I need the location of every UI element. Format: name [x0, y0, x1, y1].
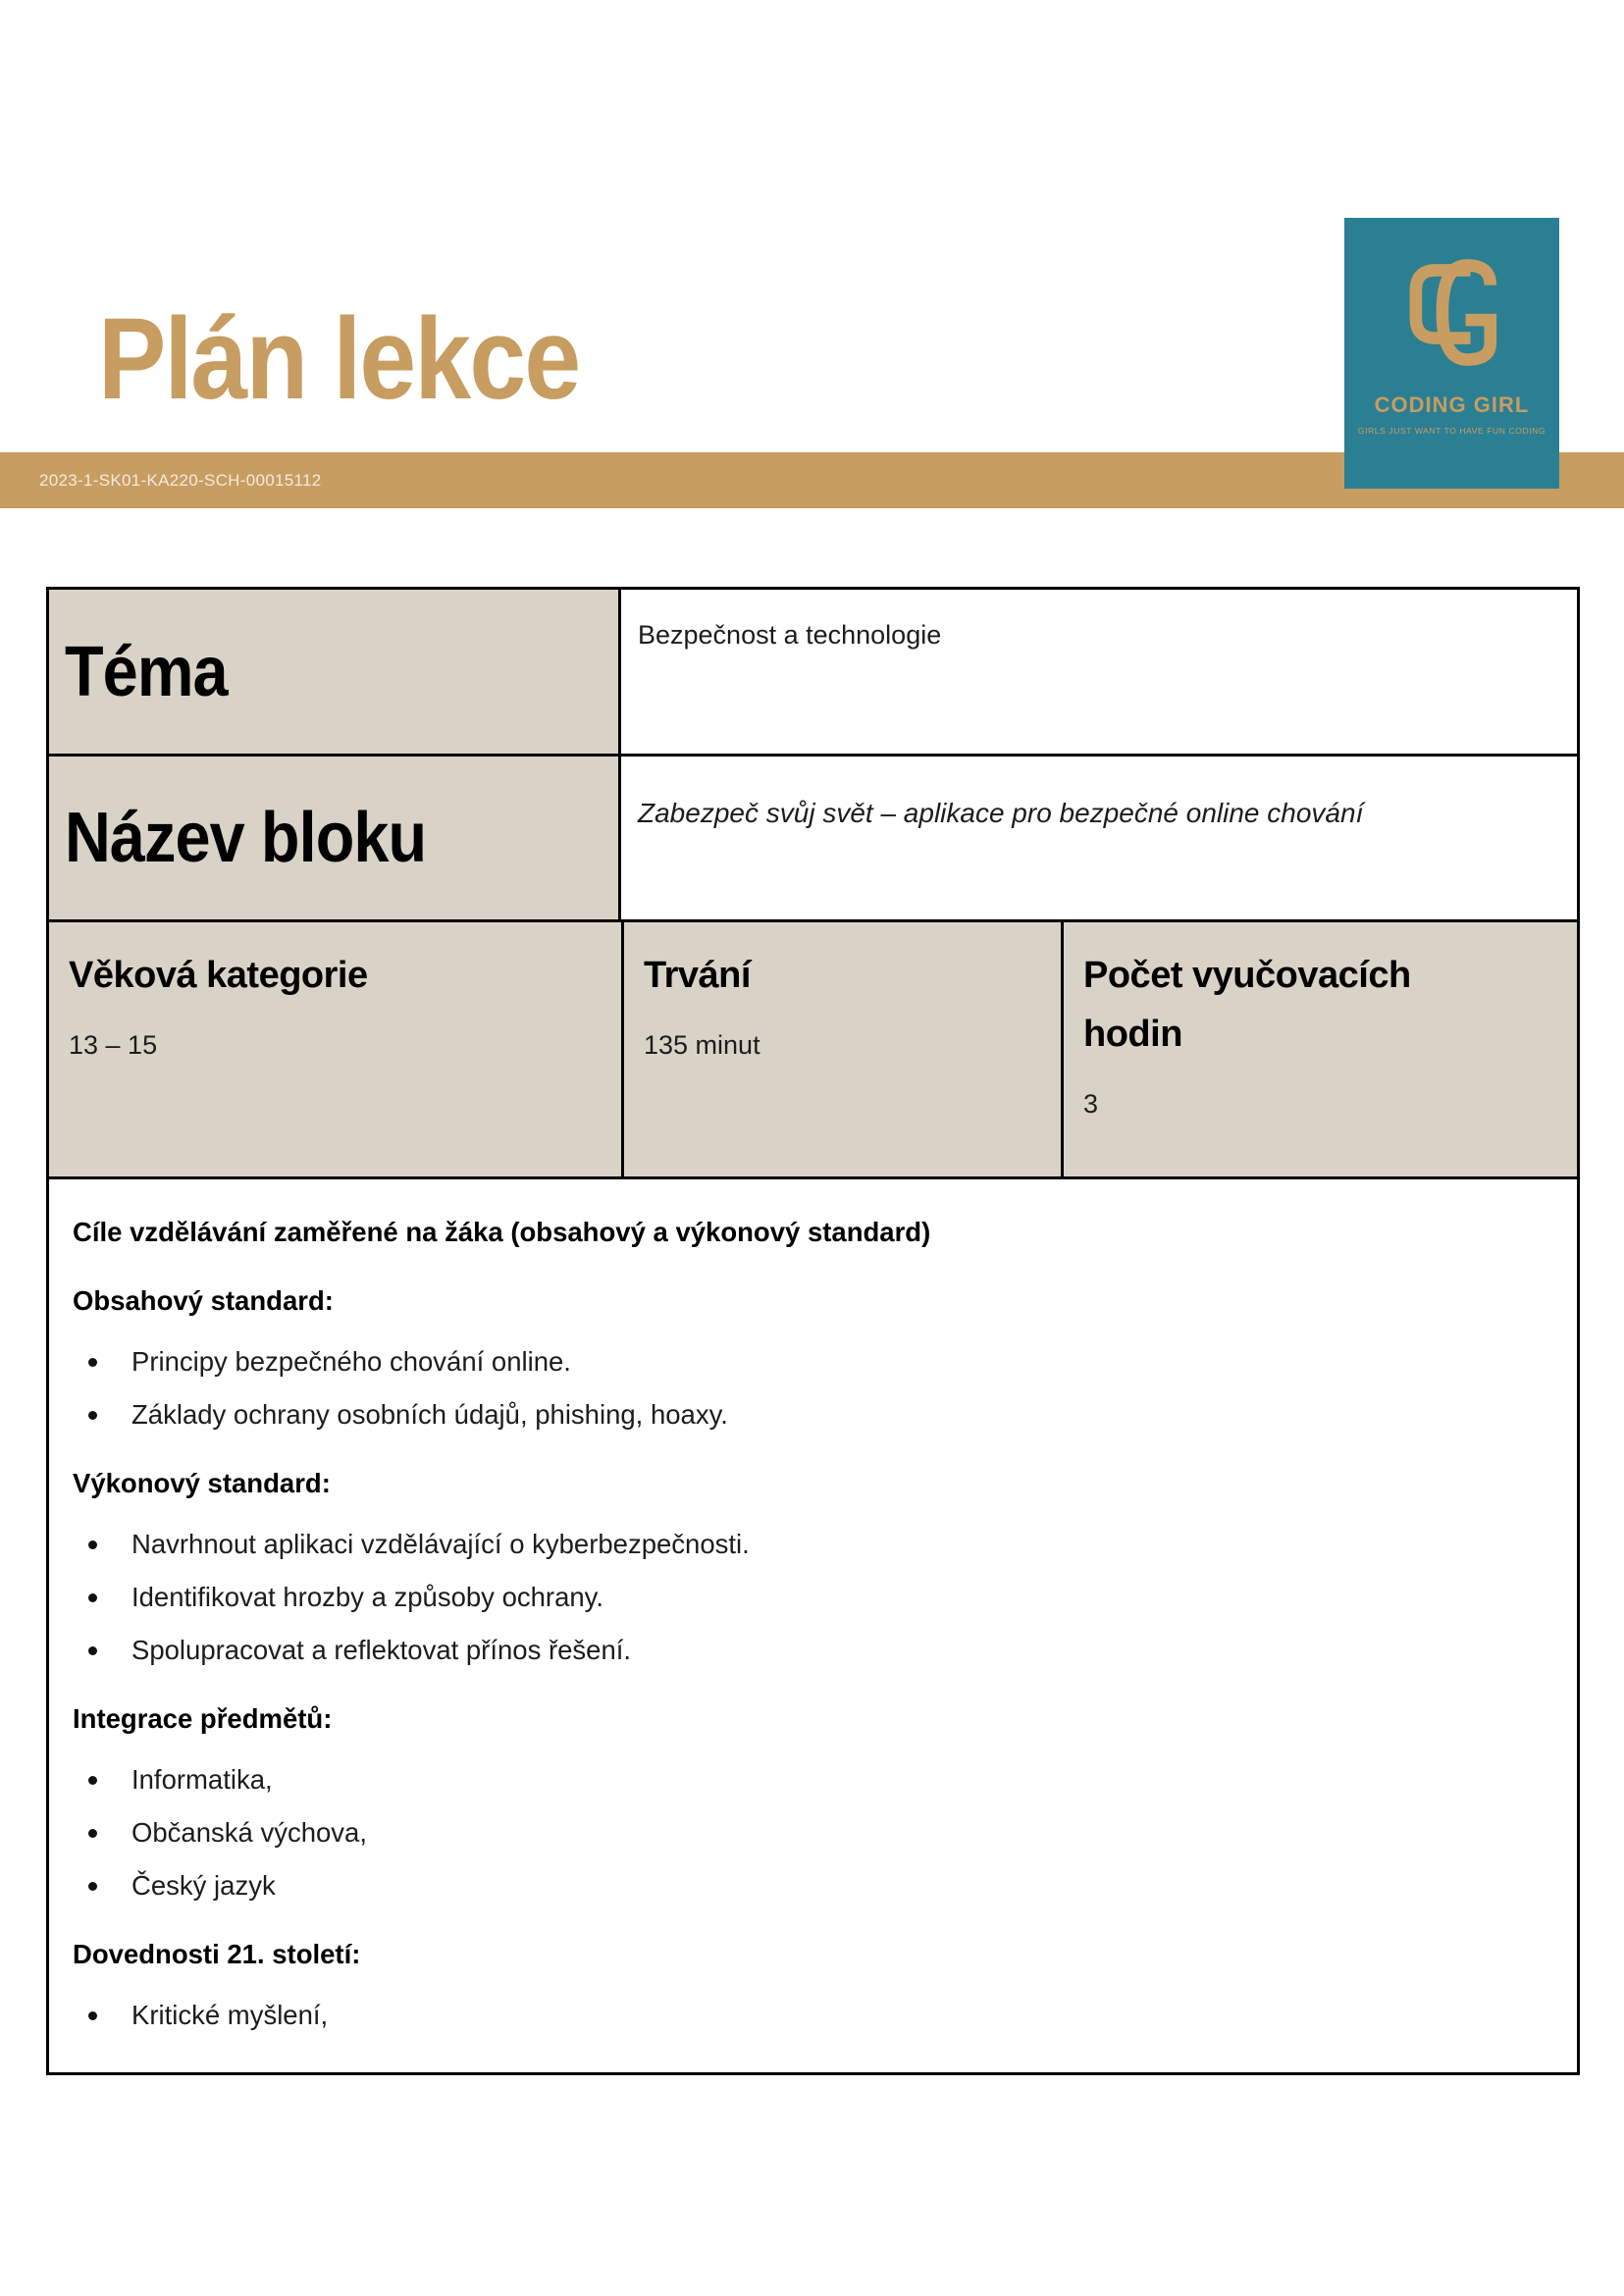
- bullet-icon: [88, 1540, 97, 1549]
- trvani-cell: [621, 922, 1061, 1176]
- bullet-icon: [88, 1593, 97, 1602]
- project-code: 2023-1-SK01-KA220-SCH-00015112: [39, 470, 322, 490]
- bullet-icon: [88, 1358, 97, 1367]
- list-item-text: Navrhnout aplikaci vzdělávající o kyberbezpečnosti.: [131, 1529, 750, 1559]
- lesson-plan-table: [46, 587, 1580, 2075]
- bullet-icon: [88, 2011, 97, 2020]
- section-heading-integrace: Integrace předmětů:: [73, 1703, 333, 1734]
- list-item: [88, 1578, 1538, 1617]
- tema-value: Bezpečnost a technologie: [621, 590, 1577, 754]
- logo-tagline: GIRLS JUST WANT TO HAVE FUN CODING: [1357, 426, 1546, 436]
- pocet-hodin-value: 3: [1083, 1089, 1099, 1119]
- bullet-icon: [88, 1411, 97, 1420]
- table-row-goals: [49, 1176, 1577, 2066]
- logo-name: CODING GIRL: [1374, 392, 1530, 417]
- list-item-text: Spolupracovat a reflektovat přínos řešení.: [131, 1635, 632, 1665]
- bullet-icon: [88, 1646, 97, 1655]
- pocet-hodin-label: Počet vyučovacích hodin: [1083, 955, 1411, 1055]
- list-item: [88, 1342, 1538, 1382]
- trvani-value: 135 minut: [644, 1030, 760, 1060]
- list-item: [88, 1760, 1538, 1800]
- vekova-kategorie-label: Věková kategorie: [69, 955, 368, 996]
- list-item-text: Český jazyk: [131, 1870, 276, 1901]
- table-row-tema: [49, 590, 1577, 754]
- bullet-icon: [88, 1829, 97, 1838]
- bullet-icon: [88, 1882, 97, 1891]
- section-heading-obsahovy: Obsahový standard:: [73, 1285, 334, 1316]
- list-item: [88, 1996, 1538, 2035]
- section-heading-dovednosti: Dovednosti 21. století:: [73, 1939, 361, 1969]
- goals-cell: [49, 1179, 1577, 2066]
- list-item-text: Principy bezpečného chování online.: [131, 1346, 571, 1377]
- list-item: [88, 1631, 1538, 1670]
- nazev-bloku-label: Název bloku: [65, 799, 427, 877]
- list-item-text: Kritické myšlení,: [131, 2000, 329, 2030]
- table-row-info: [49, 919, 1577, 1176]
- tema-label-cell: [49, 590, 621, 754]
- coding-girl-monogram-icon: [1393, 257, 1511, 373]
- trvani-label: Trvání: [644, 955, 751, 996]
- vekova-kategorie-cell: [49, 922, 621, 1176]
- list-item: [88, 1395, 1538, 1435]
- pocet-hodin-cell: [1061, 922, 1577, 1176]
- list-item: [88, 1525, 1538, 1564]
- list-item: [88, 1866, 1538, 1905]
- nazev-bloku-value: Zabezpeč svůj svět – aplikace pro bezpečné online chování: [621, 757, 1577, 919]
- page-title: Plán lekce: [98, 294, 580, 424]
- nazev-bloku-label-cell: [49, 757, 621, 919]
- vekova-kategorie-value: 13 – 15: [69, 1030, 158, 1060]
- coding-girl-logo: [1344, 218, 1559, 489]
- tema-label: Téma: [65, 632, 228, 711]
- list-item-text: Identifikovat hrozby a způsoby ochrany.: [131, 1582, 604, 1612]
- list-item-text: Občanská výchova,: [131, 1817, 367, 1848]
- bullet-icon: [88, 1776, 97, 1785]
- list-item: [88, 1813, 1538, 1852]
- goals-title: Cíle vzdělávání zaměřené na žáka (obsahový a výkonový standard): [73, 1217, 931, 1247]
- list-item-text: Informatika,: [131, 1764, 273, 1795]
- table-row-nazev-bloku: [49, 754, 1577, 919]
- section-heading-vykonovy: Výkonový standard:: [73, 1468, 331, 1498]
- list-item-text: Základy ochrany osobních údajů, phishing, hoaxy.: [131, 1399, 728, 1430]
